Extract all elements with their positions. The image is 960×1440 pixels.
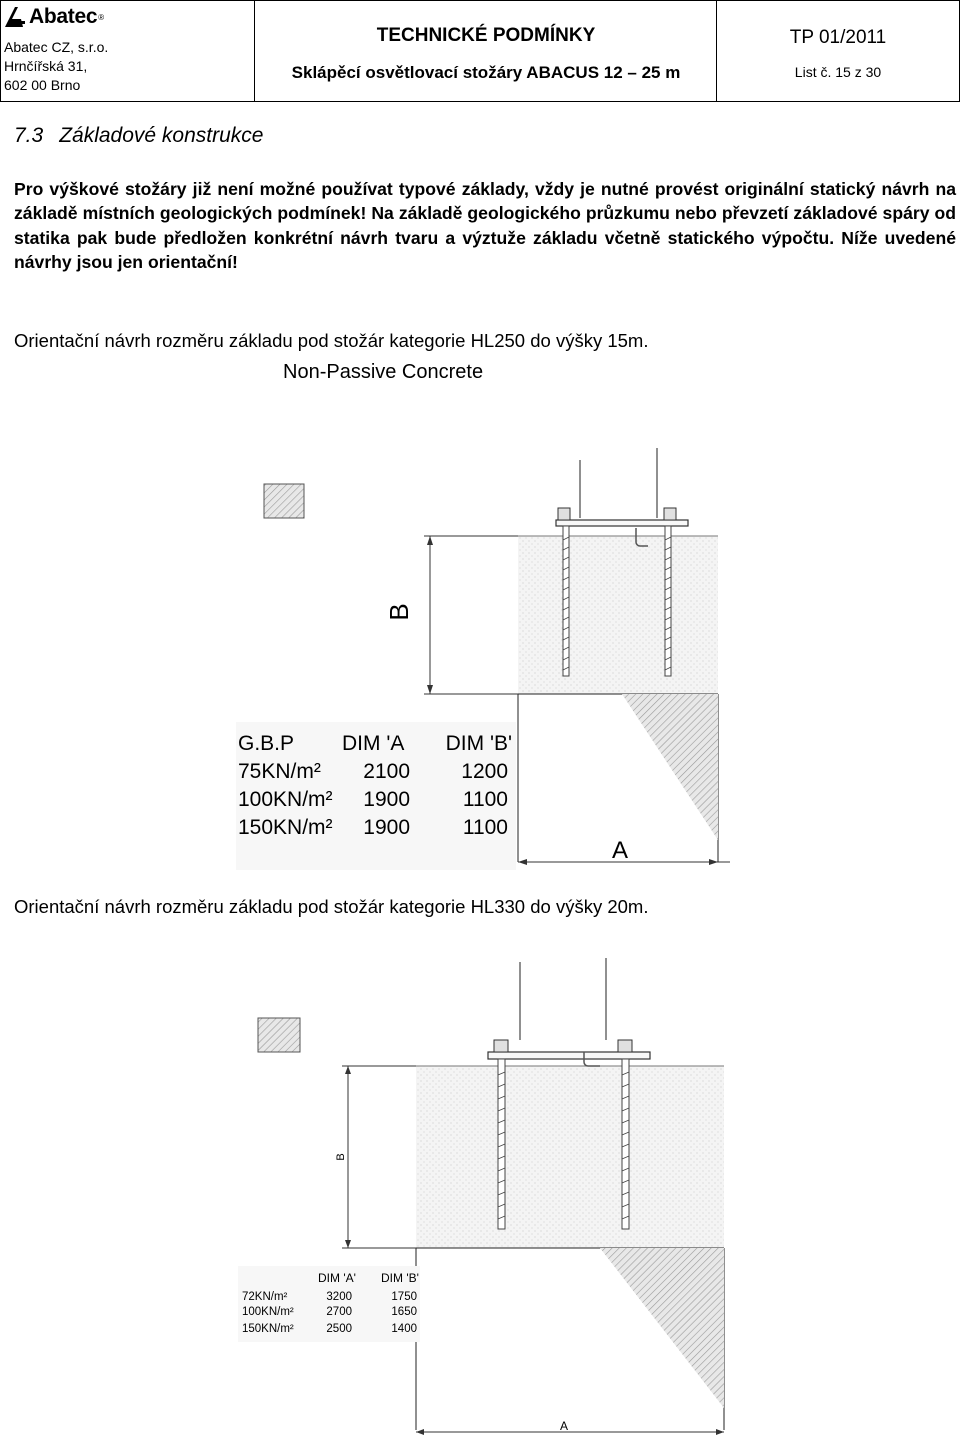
intro-paragraph: Pro výškové stožáry již není možné používat typové základy, vždy je nutné provést originální statický návrh na základě místních geologických podmínek! Na základě geologického průzkumu nebo převzetí základové spáry od statika pak bude předložen konkrétní návrh tvaru a výztuže základu včetně statického výpočtu. Níže uvedené návrhy jsou jen orientační! (14, 179, 956, 273)
dim-arrow (345, 1066, 351, 1074)
dim-arrow (709, 859, 718, 865)
dim-arrow (518, 859, 527, 865)
table-cell: 150KN/m² (242, 1323, 294, 1335)
table-cell: 100KN/m² (242, 1306, 294, 1318)
table-header: DIM 'A (342, 732, 405, 755)
table-header: DIM 'B' (381, 1271, 419, 1285)
anchor-nut (558, 508, 570, 520)
table-cell: 1100 (462, 788, 508, 811)
page-info: List č. 15 z 30 (794, 64, 882, 80)
soil-hatch (600, 1248, 724, 1408)
dim-b-label: B (384, 603, 414, 621)
company-city: 602 00 Brno (4, 77, 81, 93)
table-cell: 1900 (363, 816, 410, 839)
drawing2-caption: Orientační návrh rozměru základu pod stožár kategorie HL330 do výšky 20m. (14, 896, 649, 917)
table-cell: 75KN/m² (238, 760, 321, 783)
concrete-block (416, 1066, 724, 1248)
header-divider (254, 0, 255, 102)
dim-arrow (427, 685, 433, 694)
section-title: Základové konstrukce (59, 124, 264, 147)
table-cell: 72KN/m² (242, 1291, 288, 1303)
table-cell: 2500 (326, 1323, 352, 1335)
dim-arrow (416, 1429, 424, 1435)
page-header (0, 0, 960, 102)
dim-a-label: A (611, 837, 629, 864)
header-frame (0, 0, 960, 102)
base-plate (556, 520, 688, 526)
anchor-nut (618, 1040, 632, 1052)
document-code: TP 01/2011 (789, 27, 887, 48)
anchor-nut (494, 1040, 508, 1052)
legend-swatch (264, 484, 304, 518)
foundation-drawing-hl250 (0, 355, 960, 875)
document-title: TECHNICKÉ PODMÍNKY (376, 25, 596, 46)
drawing1-caption: Orientační návrh rozměru základu pod stožár kategorie HL250 do výšky 15m. (14, 330, 649, 351)
table-cell: 1400 (391, 1323, 417, 1335)
company-name: Abatec CZ, s.r.o. (4, 39, 109, 55)
logo-text: Abatec (29, 5, 98, 28)
table-cell: 1200 (461, 760, 508, 783)
table-cell: 2700 (326, 1306, 352, 1318)
legend-swatch (258, 1018, 300, 1052)
table-cell: 1900 (363, 788, 410, 811)
base-plate (488, 1052, 650, 1059)
dim-arrow (345, 1240, 351, 1248)
anchor-nut (664, 508, 676, 520)
table-header: DIM 'A' (318, 1271, 356, 1285)
table-header: DIM 'B' (445, 732, 512, 755)
soil-hatch (622, 694, 718, 840)
concrete-block (518, 536, 718, 694)
document-subtitle: Sklápěcí osvětlovací stožáry ABACUS 12 – 25 m (291, 63, 681, 82)
table-cell: 1650 (391, 1306, 417, 1318)
table-header: G.B.P (238, 732, 295, 755)
company-street: Hrnčířská 31, (4, 58, 88, 74)
dim-arrow (716, 1429, 724, 1435)
drawing1-heading: Non-Passive Concrete (283, 361, 484, 383)
foundation-drawing-hl330 (0, 930, 960, 1440)
registered-mark: ® (98, 12, 105, 22)
header-divider (716, 0, 717, 102)
table-cell: 1100 (462, 816, 508, 839)
section-heading (14, 124, 263, 148)
company-logo (4, 4, 104, 30)
dim-b-label: B (335, 1153, 347, 1161)
table-cell: 150KN/m² (238, 816, 333, 839)
table-cell: 100KN/m² (238, 788, 333, 811)
section-number: 7.3 (14, 124, 44, 147)
abatec-logo-icon (4, 6, 26, 28)
table-cell: 3200 (326, 1291, 352, 1303)
dim-arrow (427, 536, 433, 545)
table-cell: 2100 (363, 760, 410, 783)
dim-a-label: A (559, 1419, 569, 1433)
table-cell: 1750 (391, 1291, 417, 1303)
